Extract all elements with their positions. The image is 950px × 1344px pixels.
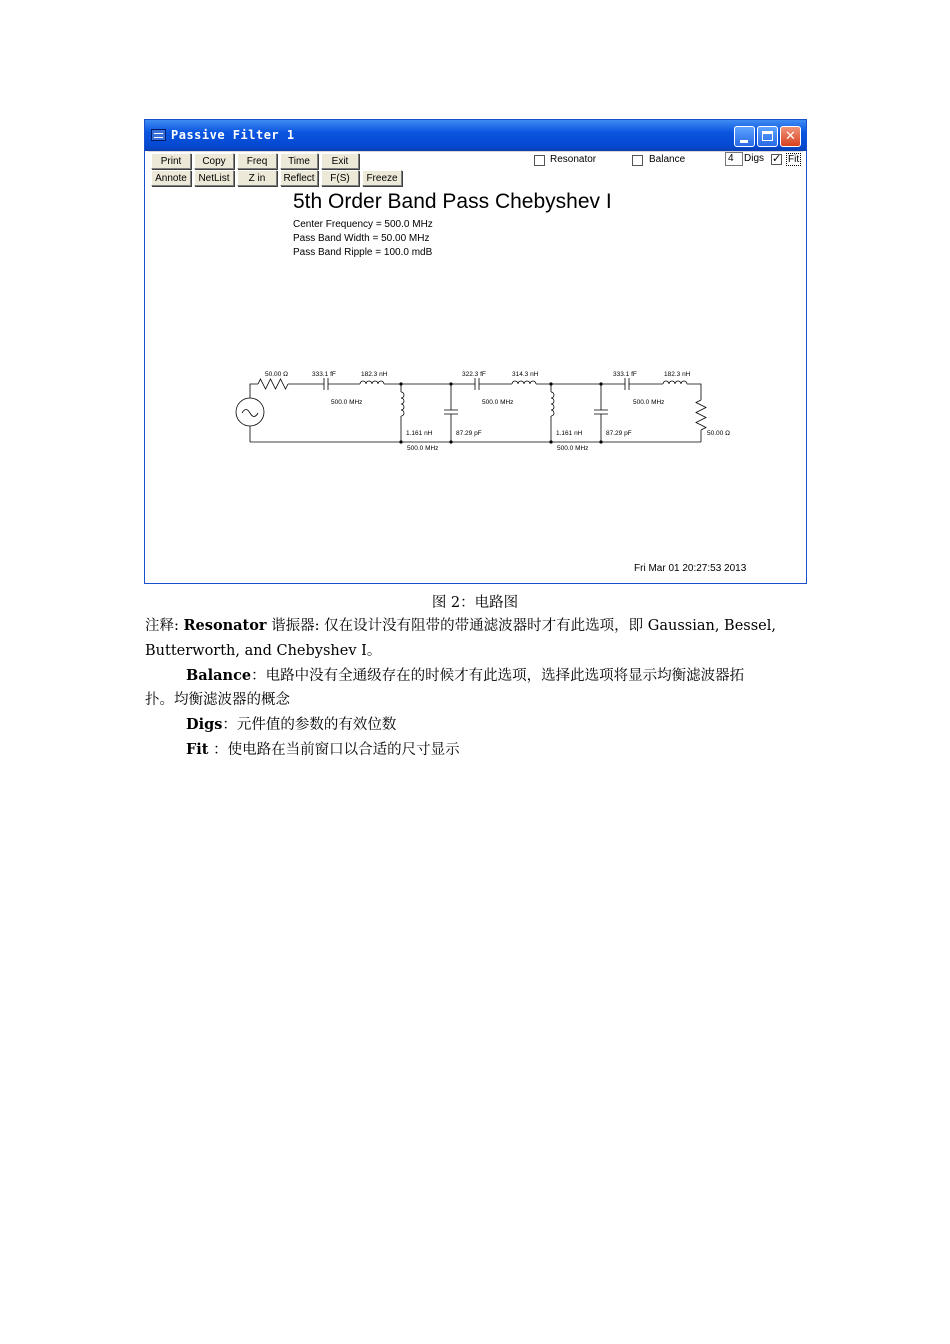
label-f2: 500.0 MHz bbox=[407, 445, 439, 452]
annote-button[interactable]: Annote bbox=[151, 170, 191, 186]
inductor-l5-symbol bbox=[663, 381, 687, 384]
z-in-button[interactable]: Z in bbox=[237, 170, 277, 186]
spec-pass-band-ripple: Pass Band Ripple = 100.0 mdB bbox=[293, 247, 433, 258]
balance-text: ：电路中没有全通级存在的时候才有此选项，选择此选项将显示均衡滤波器拓 bbox=[251, 668, 745, 684]
label-l5: 182.3 nH bbox=[664, 371, 691, 378]
minimize-button[interactable] bbox=[734, 126, 755, 147]
freq-button[interactable]: Freq bbox=[237, 153, 277, 169]
label-f3: 500.0 MHz bbox=[482, 399, 514, 406]
capacitor-c3-symbol bbox=[475, 378, 479, 390]
label-c4: 87.29 pF bbox=[606, 430, 632, 437]
label-f1: 500.0 MHz bbox=[331, 399, 363, 406]
freeze-button[interactable]: Freeze bbox=[362, 170, 402, 186]
junction-dot bbox=[599, 382, 602, 385]
copy-button[interactable]: Copy bbox=[194, 153, 234, 169]
circuit-schematic bbox=[148, 152, 803, 582]
digs-text: ：元件值的参数的有效位数 bbox=[222, 717, 397, 733]
resonator-label: Resonator bbox=[550, 154, 597, 165]
label-l1: 182.3 nH bbox=[361, 371, 388, 378]
inductor-l3-symbol bbox=[512, 381, 536, 384]
title-bar[interactable] bbox=[145, 120, 806, 151]
junction-dot bbox=[449, 440, 452, 443]
label-c5: 333.1 fF bbox=[613, 371, 637, 378]
inductor-l4-symbol bbox=[551, 392, 554, 416]
window-title: Passive Filter 1 bbox=[171, 128, 295, 142]
timestamp: Fri Mar 01 20:27:53 2013 bbox=[634, 563, 747, 574]
spec-pass-band-width: Pass Band Width = 50.00 MHz bbox=[293, 233, 430, 244]
maximize-button[interactable] bbox=[757, 126, 778, 147]
fs-button[interactable]: F(S) bbox=[321, 170, 359, 186]
label-c3: 322.3 fF bbox=[462, 371, 486, 378]
note-prefix: 注释: bbox=[145, 618, 184, 634]
close-icon: ✕ bbox=[785, 129, 796, 144]
window-client-area bbox=[148, 151, 803, 582]
junction-dot bbox=[599, 440, 602, 443]
digs-label: Digs bbox=[744, 153, 765, 164]
filter-title: 5th Order Band Pass Chebyshev I bbox=[293, 190, 612, 213]
label-f5: 500.0 MHz bbox=[633, 399, 665, 406]
exit-button[interactable]: Exit bbox=[321, 153, 359, 169]
sine-wave-icon bbox=[242, 410, 258, 417]
ac-source-symbol bbox=[236, 398, 264, 426]
passive-filter-window bbox=[144, 119, 807, 584]
netlist-button[interactable]: NetList bbox=[194, 170, 234, 186]
minimize-icon bbox=[740, 140, 748, 143]
wire bbox=[687, 384, 701, 400]
label-c1: 333.1 fF bbox=[312, 371, 336, 378]
time-button[interactable]: Time bbox=[280, 153, 318, 169]
reflect-button[interactable]: Reflect bbox=[280, 170, 318, 186]
junction-dot bbox=[399, 382, 402, 385]
app-icon bbox=[151, 129, 166, 141]
source-resistor-symbol bbox=[258, 379, 288, 389]
fit-note bbox=[186, 738, 460, 762]
junction-dot bbox=[549, 440, 552, 443]
maximize-icon bbox=[762, 131, 773, 141]
fit-text: ：使电路在当前窗口以合适的尺寸显示 bbox=[208, 742, 460, 758]
label-l4: 1.161 nH bbox=[556, 430, 583, 437]
capacitor-c5-symbol bbox=[625, 378, 629, 390]
spec-center-frequency: Center Frequency = 500.0 MHz bbox=[293, 219, 433, 230]
digs-note bbox=[186, 713, 396, 737]
resonator-note-line1 bbox=[145, 614, 776, 638]
label-l3: 314.3 nH bbox=[512, 371, 539, 378]
resonator-text: 谐振器: 仅在设计没有阻带的带通滤波器时才有此选项，即 Gaussian, Bessel, bbox=[266, 618, 777, 634]
label-c2: 87.29 pF bbox=[456, 430, 482, 437]
balance-label: Balance bbox=[649, 154, 686, 165]
junction-dot bbox=[549, 382, 552, 385]
balance-note-line2: 扑。均衡滤波器的概念 bbox=[145, 692, 290, 708]
wire bbox=[250, 384, 258, 397]
resonator-note-line2: Butterworth, and Chebyshev I。 bbox=[145, 643, 382, 659]
junction-dot bbox=[449, 382, 452, 385]
fit-label: Fit bbox=[788, 154, 800, 165]
inductor-l2-symbol bbox=[401, 392, 404, 416]
resonator-term: Resonator bbox=[183, 617, 267, 634]
inductor-l1-symbol bbox=[360, 381, 384, 384]
label-f4: 500.0 MHz bbox=[557, 445, 589, 452]
print-button[interactable]: Print bbox=[151, 153, 191, 169]
balance-note-line1 bbox=[186, 664, 744, 688]
load-resistor-symbol bbox=[696, 400, 706, 430]
label-load-resistor: 50.00 Ω bbox=[707, 430, 730, 437]
junction-dot bbox=[399, 440, 402, 443]
capacitor-c1-symbol bbox=[324, 378, 328, 390]
digs-term: Digs bbox=[186, 716, 223, 733]
digs-input[interactable]: 4 bbox=[725, 152, 743, 166]
label-l2: 1.161 nH bbox=[406, 430, 433, 437]
balance-term: Balance bbox=[186, 667, 252, 684]
fit-term: Fit bbox=[186, 741, 209, 758]
label-source-resistor: 50.00 Ω bbox=[265, 371, 288, 378]
figure-caption: 图 2：电路图 bbox=[431, 595, 519, 611]
close-button[interactable] bbox=[780, 126, 801, 147]
